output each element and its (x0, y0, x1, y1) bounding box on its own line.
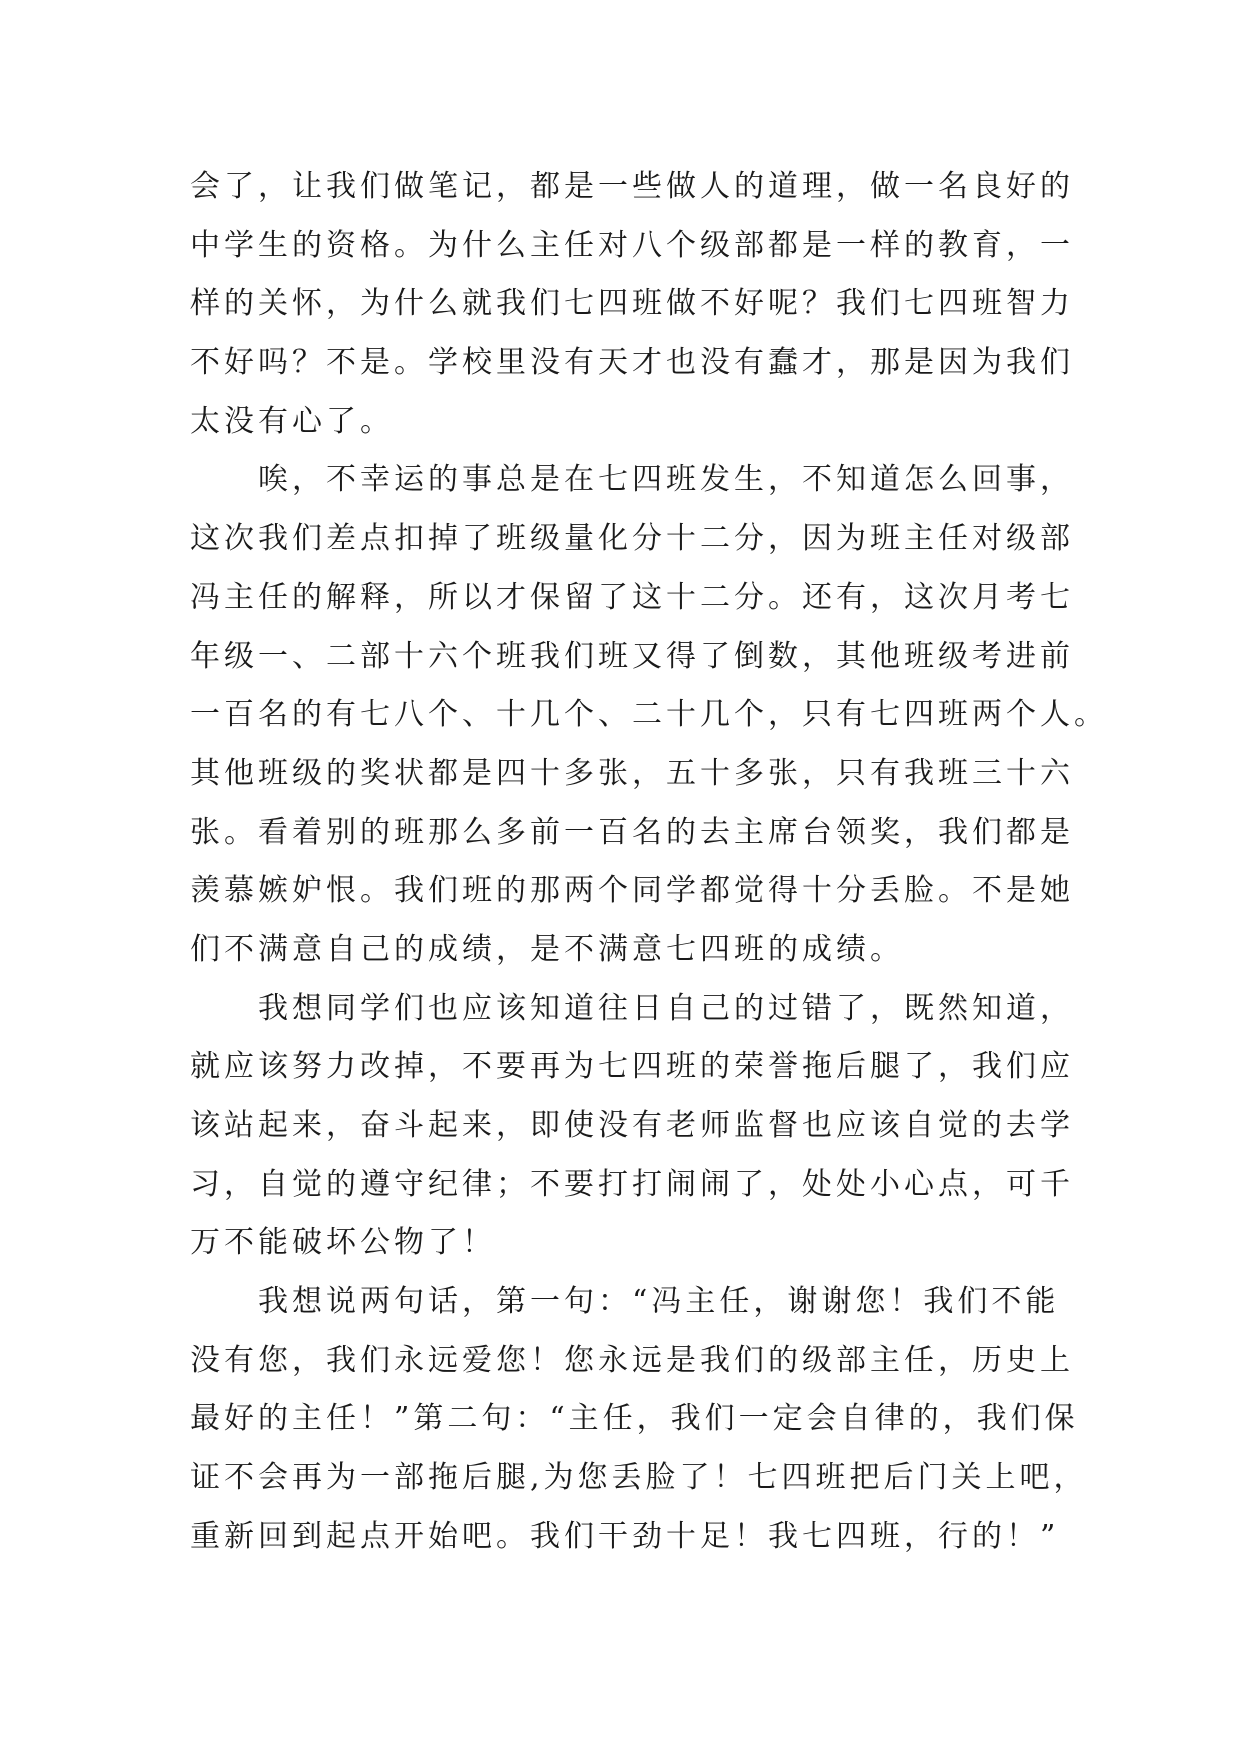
text-line: 万不能破坏公物了！ (190, 1225, 496, 1261)
text-line: 我想同学们也应该知道往日自己的过错了，既然知道， (258, 990, 1074, 1026)
text-line: 该站起来，奋斗起来，即使没有老师监督也应该自觉的去学 (190, 1108, 1074, 1143)
text-line: 最好的主任！”第二句：“主任，我们一定会自律的，我们保 (190, 1401, 1079, 1437)
text-line: 这次我们差点扣掉了班级量化分十二分，因为班主任对级部 (190, 521, 1074, 557)
text-line: 冯主任的解释，所以才保留了这十二分。还有，这次月考七 (190, 579, 1074, 615)
text-line: 我想说两句话，第一句：“冯主任，谢谢您！我们不能 (258, 1284, 1060, 1320)
text-line: 们不满意自己的成绩，是不满意七四班的成绩。 (190, 931, 904, 967)
paragraph-3 (190, 980, 1074, 1273)
text-line: 其他班级的奖状都是四十多张，五十多张，只有我班三十六 (190, 755, 1074, 791)
paragraph-2 (190, 451, 1108, 979)
text-line: 重新回到起点开始吧。我们干劲十足！我七四班，行的！” (190, 1518, 1060, 1554)
text-line: 不好吗？不是。学校里没有天才也没有蠢才，那是因为我们 (190, 345, 1074, 381)
text-line: 张。看着别的班那么多前一百名的去主席台领奖，我们都是 (190, 814, 1074, 850)
text-line: 会了，让我们做笔记，都是一些做人的道理，做一名良好的 (190, 169, 1074, 204)
paragraph-4 (190, 1273, 1088, 1566)
text-line: 中学生的资格。为什么主任对八个级部都是一样的教育，一 (190, 227, 1074, 263)
text-line: 太没有心了。 (190, 403, 394, 439)
text-line: 就应该努力改掉，不要再为七四班的荣誉拖后腿了，我们应 (190, 1049, 1074, 1085)
text-line: 习，自觉的遵守纪律；不要打打闹闹了，处处小心点，可千 (190, 1166, 1074, 1202)
document-body (190, 158, 1108, 1567)
text-line: 证不会再为一部拖后腿,为您丢脸了！七四班把后门关上吧， (190, 1460, 1088, 1496)
text-line: 没有您，我们永远爱您！您永远是我们的级部主任，历史上 (190, 1342, 1074, 1378)
text-line: 一百名的有七八个、十几个、二十几个，只有七四班两个人。 (190, 697, 1108, 733)
text-line: 年级一、二部十六个班我们班又得了倒数，其他班级考进前 (190, 638, 1074, 674)
paragraph-1 (190, 158, 1074, 451)
text-line: 样的关怀，为什么就我们七四班做不好呢？我们七四班智力 (190, 286, 1074, 322)
text-line: 唉，不幸运的事总是在七四班发生，不知道怎么回事， (258, 462, 1074, 498)
text-line: 羡慕嫉妒恨。我们班的那两个同学都觉得十分丢脸。不是她 (190, 873, 1074, 909)
